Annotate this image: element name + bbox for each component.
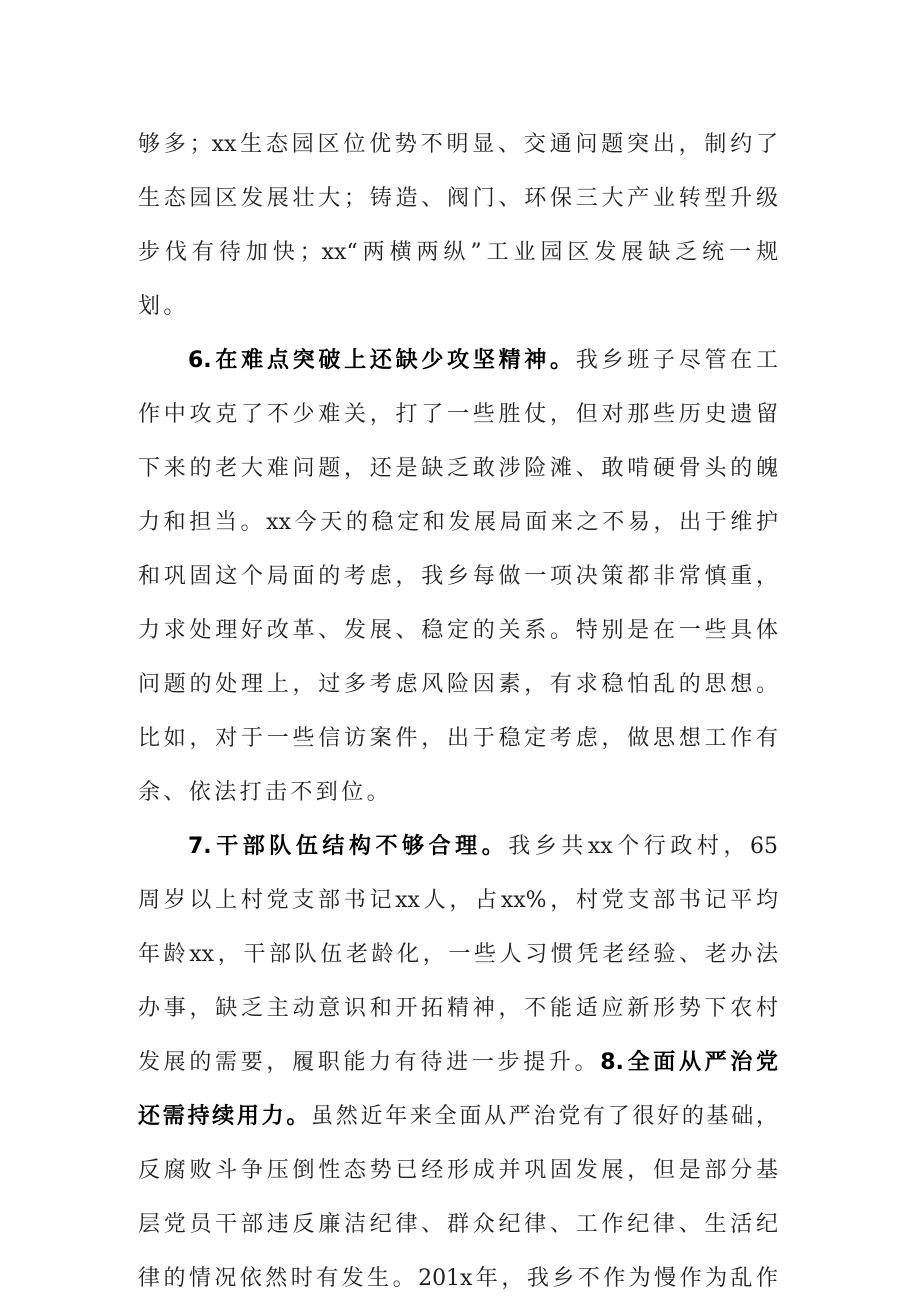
text-line: 发展的需要，履职能力有待进一步提升。8.全面从严治党 bbox=[138, 1050, 778, 1075]
section-heading-7: 7.干部队伍结构不够合理。 bbox=[188, 834, 509, 859]
text-line: 作中攻克了不少难关，打了一些胜仗，但对那些历史遗留 bbox=[138, 402, 778, 427]
text-line: 反腐败斗争压倒性态势已经形成并巩固发展，但是部分基 bbox=[138, 1158, 778, 1183]
section-heading-6: 6.在难点突破上还缺少攻坚精神。 bbox=[188, 348, 576, 373]
section-heading-line: 7.干部队伍结构不够合理。我乡共xx个行政村，65 bbox=[188, 834, 778, 859]
text-line: 周岁以上村党支部书记xx人，占xx%，村党支部书记平均 bbox=[138, 888, 778, 913]
text-line: 余、依法打击不到位。 bbox=[138, 780, 393, 805]
text-line: 年龄xx，干部队伍老龄化，一些人习惯凭老经验、老办法 bbox=[138, 942, 778, 967]
text-line: 力求处理好改革、发展、稳定的关系。特别是在一些具体 bbox=[138, 618, 778, 643]
text-line: 步伐有待加快；xx“两横两纵”工业园区发展缺乏统一规 bbox=[138, 240, 778, 265]
text-line: 生态园区发展壮大；铸造、阀门、环保三大产业转型升级 bbox=[138, 186, 778, 211]
text-line: 律的情况依然时有发生。201x年，我乡不作为慢作为乱作 bbox=[138, 1266, 778, 1291]
section-heading-8-cont: 还需持续用力。 bbox=[138, 1104, 312, 1129]
section-heading-line: 6.在难点突破上还缺少攻坚精神。我乡班子尽管在工 bbox=[188, 348, 778, 373]
text-line: 和巩固这个局面的考虑，我乡每做一项决策都非常慎重， bbox=[138, 564, 778, 589]
text-line: 下来的老大难问题，还是缺乏敢涉险滩、敢啃硬骨头的魄 bbox=[138, 456, 778, 481]
text-line: 办事，缺乏主动意识和开拓精神，不能适应新形势下农村 bbox=[138, 996, 778, 1021]
text-line: 力和担当。xx今天的稳定和发展局面来之不易，出于维护 bbox=[138, 510, 778, 535]
text-line: 层党员干部违反廉洁纪律、群众纪律、工作纪律、生活纪 bbox=[138, 1212, 778, 1237]
text-line: 还需持续用力。虽然近年来全面从严治党有了很好的基础， bbox=[138, 1104, 778, 1129]
text-line: 划。 bbox=[138, 294, 189, 319]
text-line: 问题的处理上，过多考虑风险因素，有求稳怕乱的思想。 bbox=[138, 672, 778, 697]
text-line: 比如，对于一些信访案件，出于稳定考虑，做思想工作有 bbox=[138, 726, 778, 751]
text-line: 够多；xx生态园区位优势不明显、交通问题突出，制约了 bbox=[138, 132, 778, 157]
section-heading-8: 8.全面从严治党 bbox=[600, 1050, 778, 1075]
